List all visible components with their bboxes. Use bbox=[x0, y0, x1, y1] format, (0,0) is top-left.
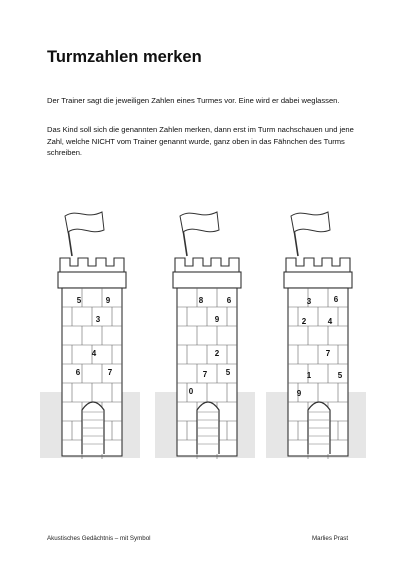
flag bbox=[65, 212, 104, 232]
tower-number: 7 bbox=[325, 349, 331, 358]
flag bbox=[291, 212, 330, 232]
tower-number: 2 bbox=[214, 349, 220, 358]
tower-number: 6 bbox=[333, 295, 339, 304]
tower-number: 6 bbox=[75, 368, 81, 377]
tower-drawing bbox=[38, 196, 142, 460]
tower-number: 3 bbox=[95, 315, 101, 324]
tower-number: 8 bbox=[198, 296, 204, 305]
tower-crown bbox=[173, 272, 241, 288]
tower-number: 5 bbox=[337, 371, 343, 380]
tower-2 bbox=[153, 196, 257, 460]
tower-number: 5 bbox=[76, 296, 82, 305]
tower-crown bbox=[58, 272, 126, 288]
tower-number: 9 bbox=[105, 296, 111, 305]
flag bbox=[180, 212, 219, 232]
tower-number: 9 bbox=[296, 389, 302, 398]
tower-number: 5 bbox=[225, 368, 231, 377]
tower-number: 3 bbox=[306, 297, 312, 306]
tower-drawing bbox=[264, 196, 368, 460]
tower-3 bbox=[264, 196, 368, 460]
tower-number: 2 bbox=[301, 317, 307, 326]
tower-number: 9 bbox=[214, 315, 220, 324]
instruction-paragraph-1: Der Trainer sagt die jeweiligen Zahlen eines Turmes vor. Eine wird er dabei weglassen. bbox=[47, 96, 340, 105]
instruction-paragraph-2: Das Kind soll sich die genannten Zahlen merken, dann erst im Turm nachschauen und jene Zahl, welche NICHT vom Trainer genannt wurde, ganz oben in das Fähnchen des Turms schreiben. bbox=[47, 125, 354, 157]
tower-1 bbox=[38, 196, 142, 460]
footer-left-text: Akustisches Gedächtnis – mit Symbol bbox=[47, 535, 151, 542]
tower-number: 4 bbox=[91, 349, 97, 358]
tower-number: 7 bbox=[202, 370, 208, 379]
tower-number: 6 bbox=[226, 296, 232, 305]
tower-crown bbox=[284, 272, 352, 288]
tower-number: 4 bbox=[327, 317, 333, 326]
tower-number: 7 bbox=[107, 368, 113, 377]
tower-drawing bbox=[153, 196, 257, 460]
tower-number: 0 bbox=[188, 387, 194, 396]
page-title: Turmzahlen merken bbox=[47, 48, 202, 66]
tower-number: 1 bbox=[306, 371, 312, 380]
footer-author: Marlies Prast bbox=[312, 535, 349, 542]
